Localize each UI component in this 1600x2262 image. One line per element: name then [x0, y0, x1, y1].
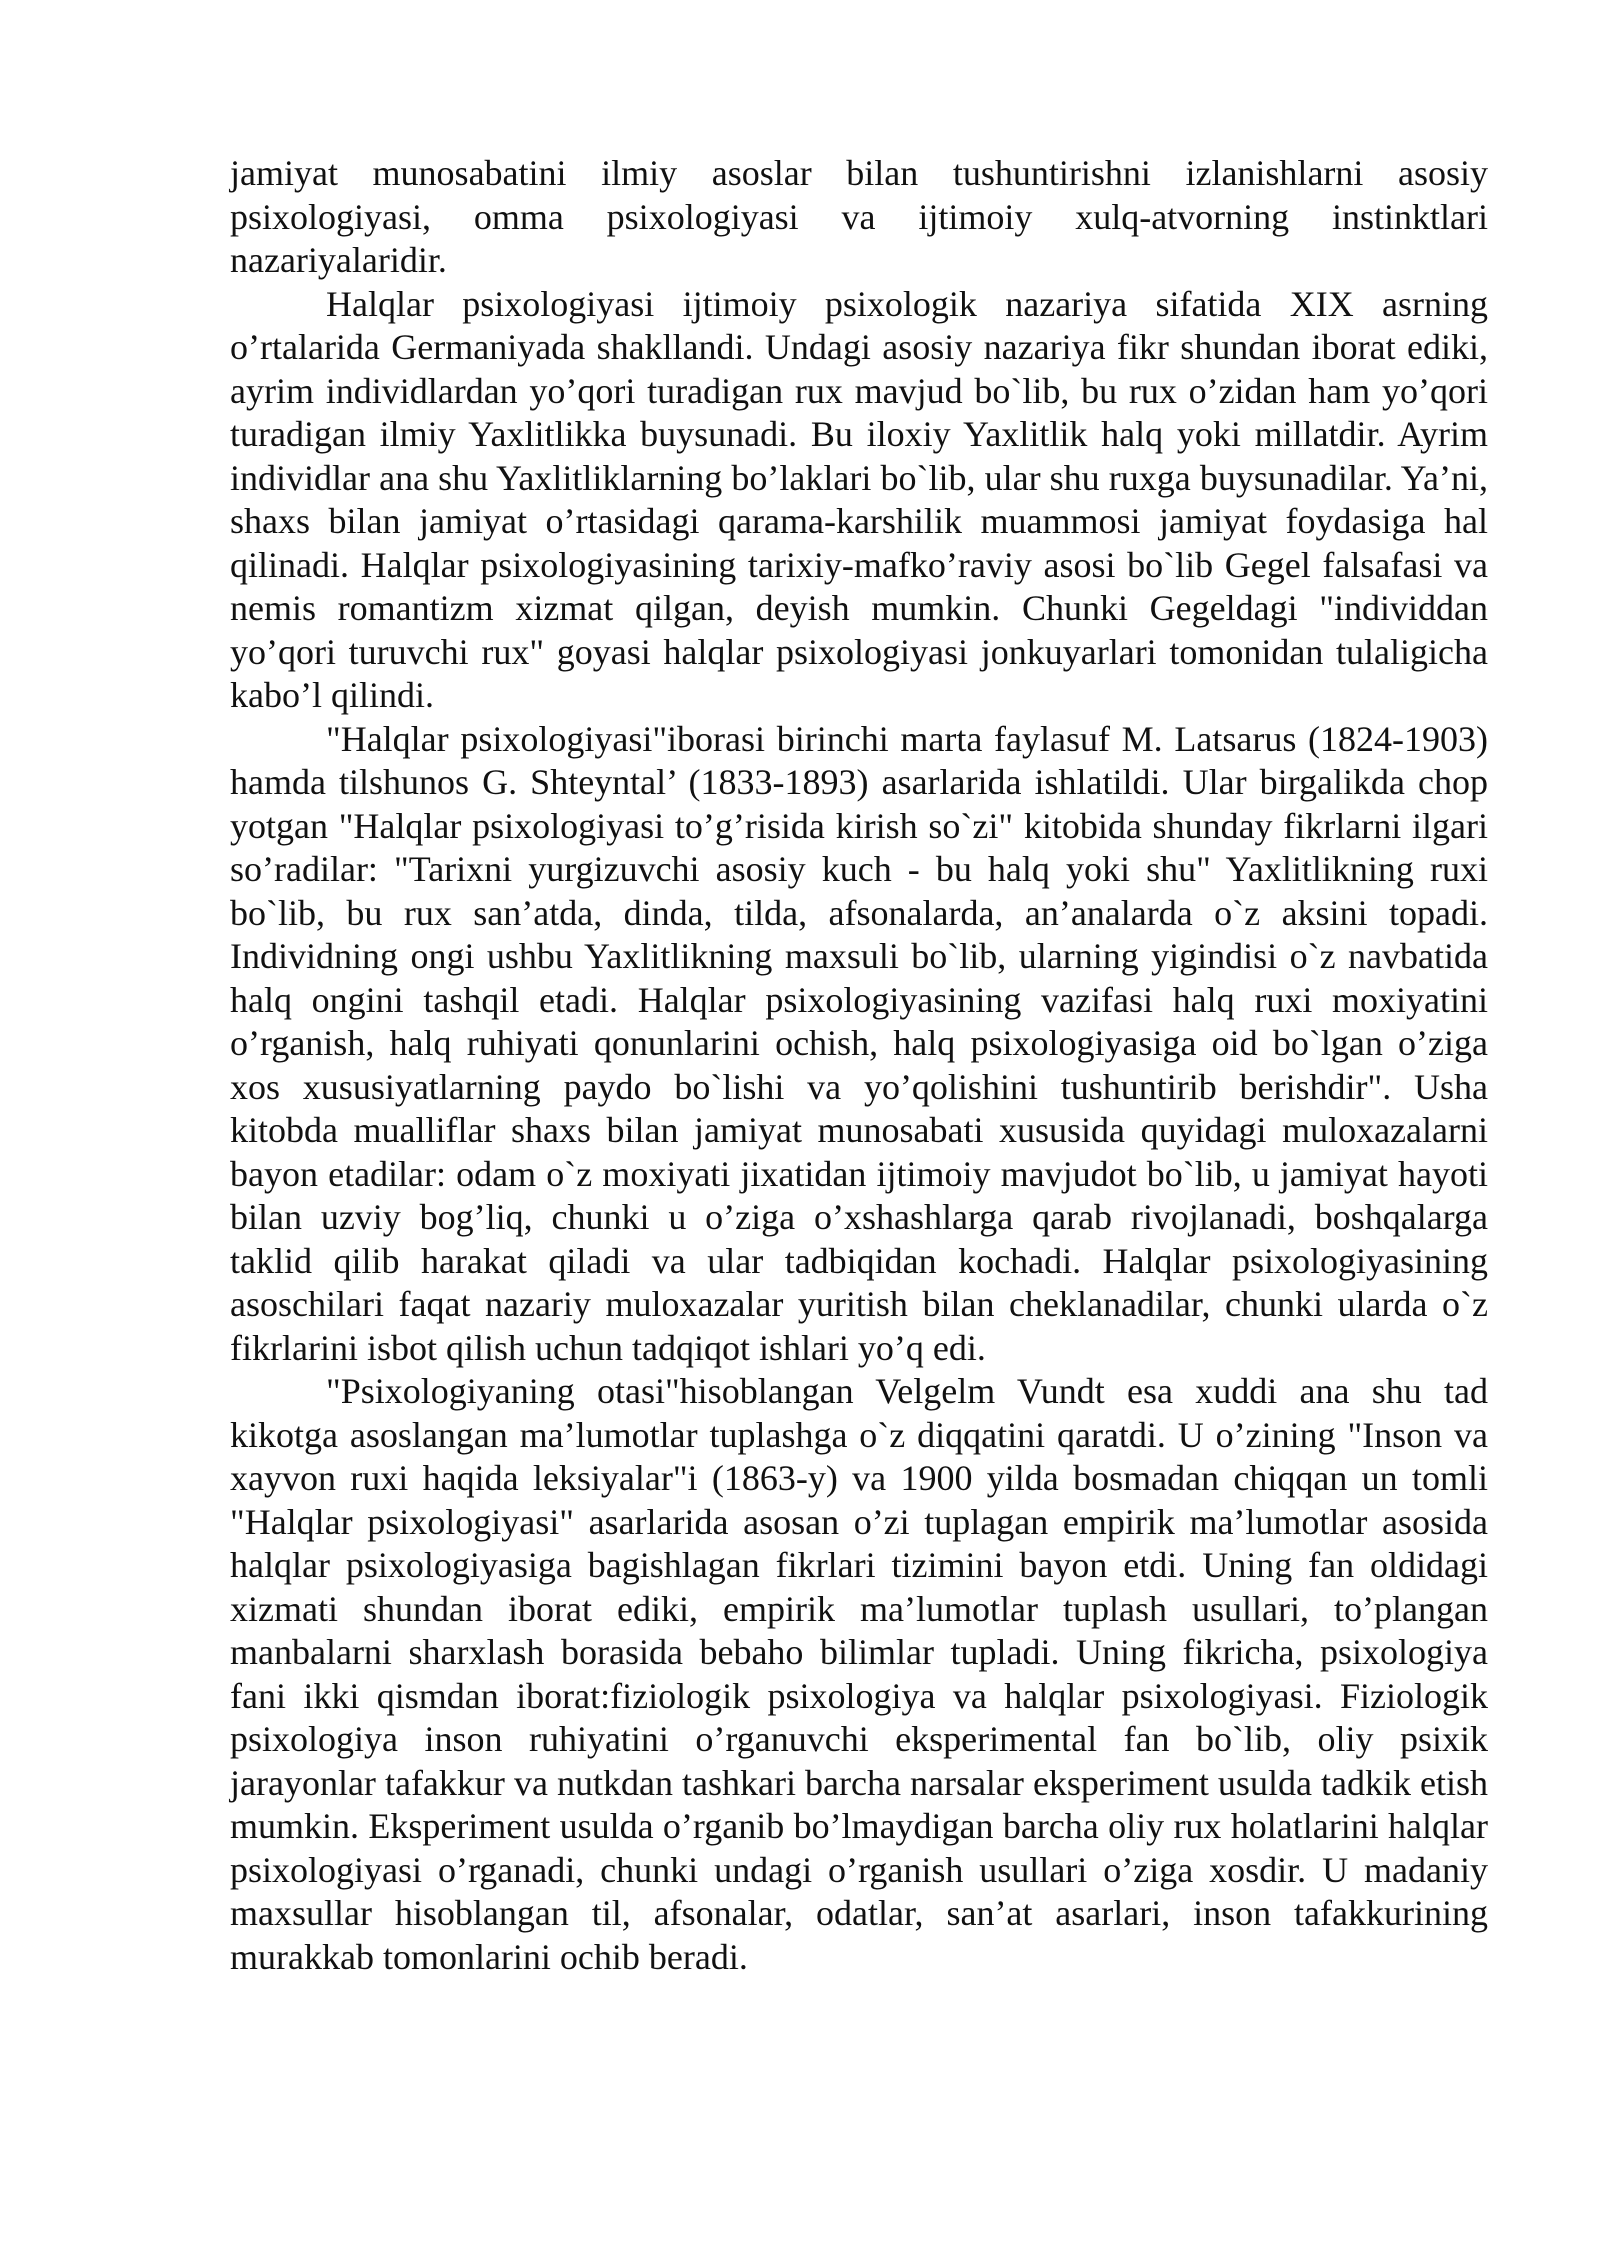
paragraph-1: jamiyat munosabatini ilmiy asoslar bilan tushuntirishni izlanishlarni asosiy psixologiyasi, omma psixologiyasi va ijtimoiy xulq-atvorning instinktlari nazariyalaridir.	[230, 153, 1488, 280]
document-page	[230, 152, 1488, 1979]
paragraph-2: Halqlar psixologiyasi ijtimoiy psixologik nazariya sifatida XIX asrning o’rtalarida Germaniyada shakllandi. Undagi asosiy nazariya fikr shundan iborat ediki, ayrim individlardan yo’qori turadigan rux mavjud bo`lib, bu rux o’zidan ham yo’qori turadigan ilmiy Yaxlitlikka buysunadi. Bu iloxiy Yaxlitlik halq yoki millatdir. Ayrim individlar ana shu Yaxlitliklarning bo’laklari bo`lib, ular shu ruxga buysunadilar. Ya’ni, shaxs bilan jamiyat o’rtasidagi qarama-karshilik muammosi jamiyat foydasiga hal qilinadi. Halqlar psixologiyasining tarixiy-mafko’raviy asosi bo`lib Gegel falsafasi va nemis romantizm xizmat qilgan, deyish mumkin. Chunki Gegeldagi "individdan yo’qori turuvchi rux" goyasi halqlar psixologiyasi jonkuyarlari tomonidan tulaligicha kabo’l qilindi.	[230, 283, 1488, 715]
paragraph-3: "Halqlar psixologiyasi"iborasi birinchi marta faylasuf M. Latsarus (1824-1903) hamda tilshunos G. Shteyntal’ (1833-1893) asarlarida ishlatildi. Ular birgalikda chop yotgan "Halqlar psixologiyasi to’g’risida kirish so`zi" kitobida shunday fikrlarni ilgari so’radilar: "Tarixni yurgizuvchi asosiy kuch - bu halq yoki shu" Yaxlitlikning ruxi bo`lib, bu rux san’atda, dinda, tilda, afsonalarda, an’analarda o`z aksini topadi. Individning ongi ushbu Yaxlitlikning maxsuli bo`lib, ularning yigindisi o`z navbatida halq ongini tashqil etadi. Halqlar psixologiyasining vazifasi halq ruxi moxiyatini o’rganish, halq ruhiyati qonunlarini ochish, halq psixologiyasiga oid bo`lgan o’ziga xos xususiyatlarning paydo bo`lishi va yo’qolishini tushuntirib berishdir". Usha kitobda mualliflar shaxs bilan jamiyat munosabati xususida quyidagi muloxazalarni bayon etadilar: odam o`z moxiyati jixatidan ijtimoiy mavjudot bo`lib, u jamiyat hayoti bilan uzviy bog’liq, chunki u o’ziga o’xshashlarga qarab rivojlanadi, boshqalarga taklid qilib harakat qiladi va ular tadbiqidan kochadi. Halqlar psixologiyasining asoschilari faqat nazariy muloxazalar yuritish bilan cheklanadilar, chunki ularda o`z fikrlarini isbot qilish uchun tadqiqot ishlari yo’q edi.	[230, 718, 1488, 1368]
paragraph-4: "Psixologiyaning otasi"hisoblangan Velgelm Vundt esa xuddi ana shu tad kikotga asoslangan ma’lumotlar tuplashga o`z diqqatini qaratdi. U o’zining "Inson va xayvon ruxi haqida leksiyalar"i (1863-y) va 1900 yilda bosmadan chiqqan un tomli "Halqlar psixologiyasi" asarlarida asosan o’zi tuplagan empirik ma’lumotlar asosida halqlar psixologiyasiga bagishlagan fikrlari tizimini bayon etdi. Uning fan oldidagi xizmati shundan iborat ediki, empirik ma’lumotlar tuplash usullari, to’plangan manbalarni sharxlash borasida bebaho bilimlar tupladi. Uning fikricha, psixologiya fani ikki qismdan iborat:fiziologik psixologiya va halqlar psixologiyasi. Fiziologik psixologiya inson ruhiyatini o’rganuvchi eksperimental fan bo`lib, oliy psixik jarayonlar tafakkur va nutkdan tashkari barcha narsalar eksperiment usulda tadkik etish mumkin. Eksperiment usulda o’rganib bo’lmaydigan barcha oliy rux holatlarini halqlar psixologiyasi o’rganadi, chunki undagi o’rganish usullari o’ziga xosdir. U madaniy maxsullar hisoblangan til, afsonalar, odatlar, san’at asarlari, inson tafakkurining murakkab tomonlarini ochib beradi.	[230, 1371, 1488, 1977]
